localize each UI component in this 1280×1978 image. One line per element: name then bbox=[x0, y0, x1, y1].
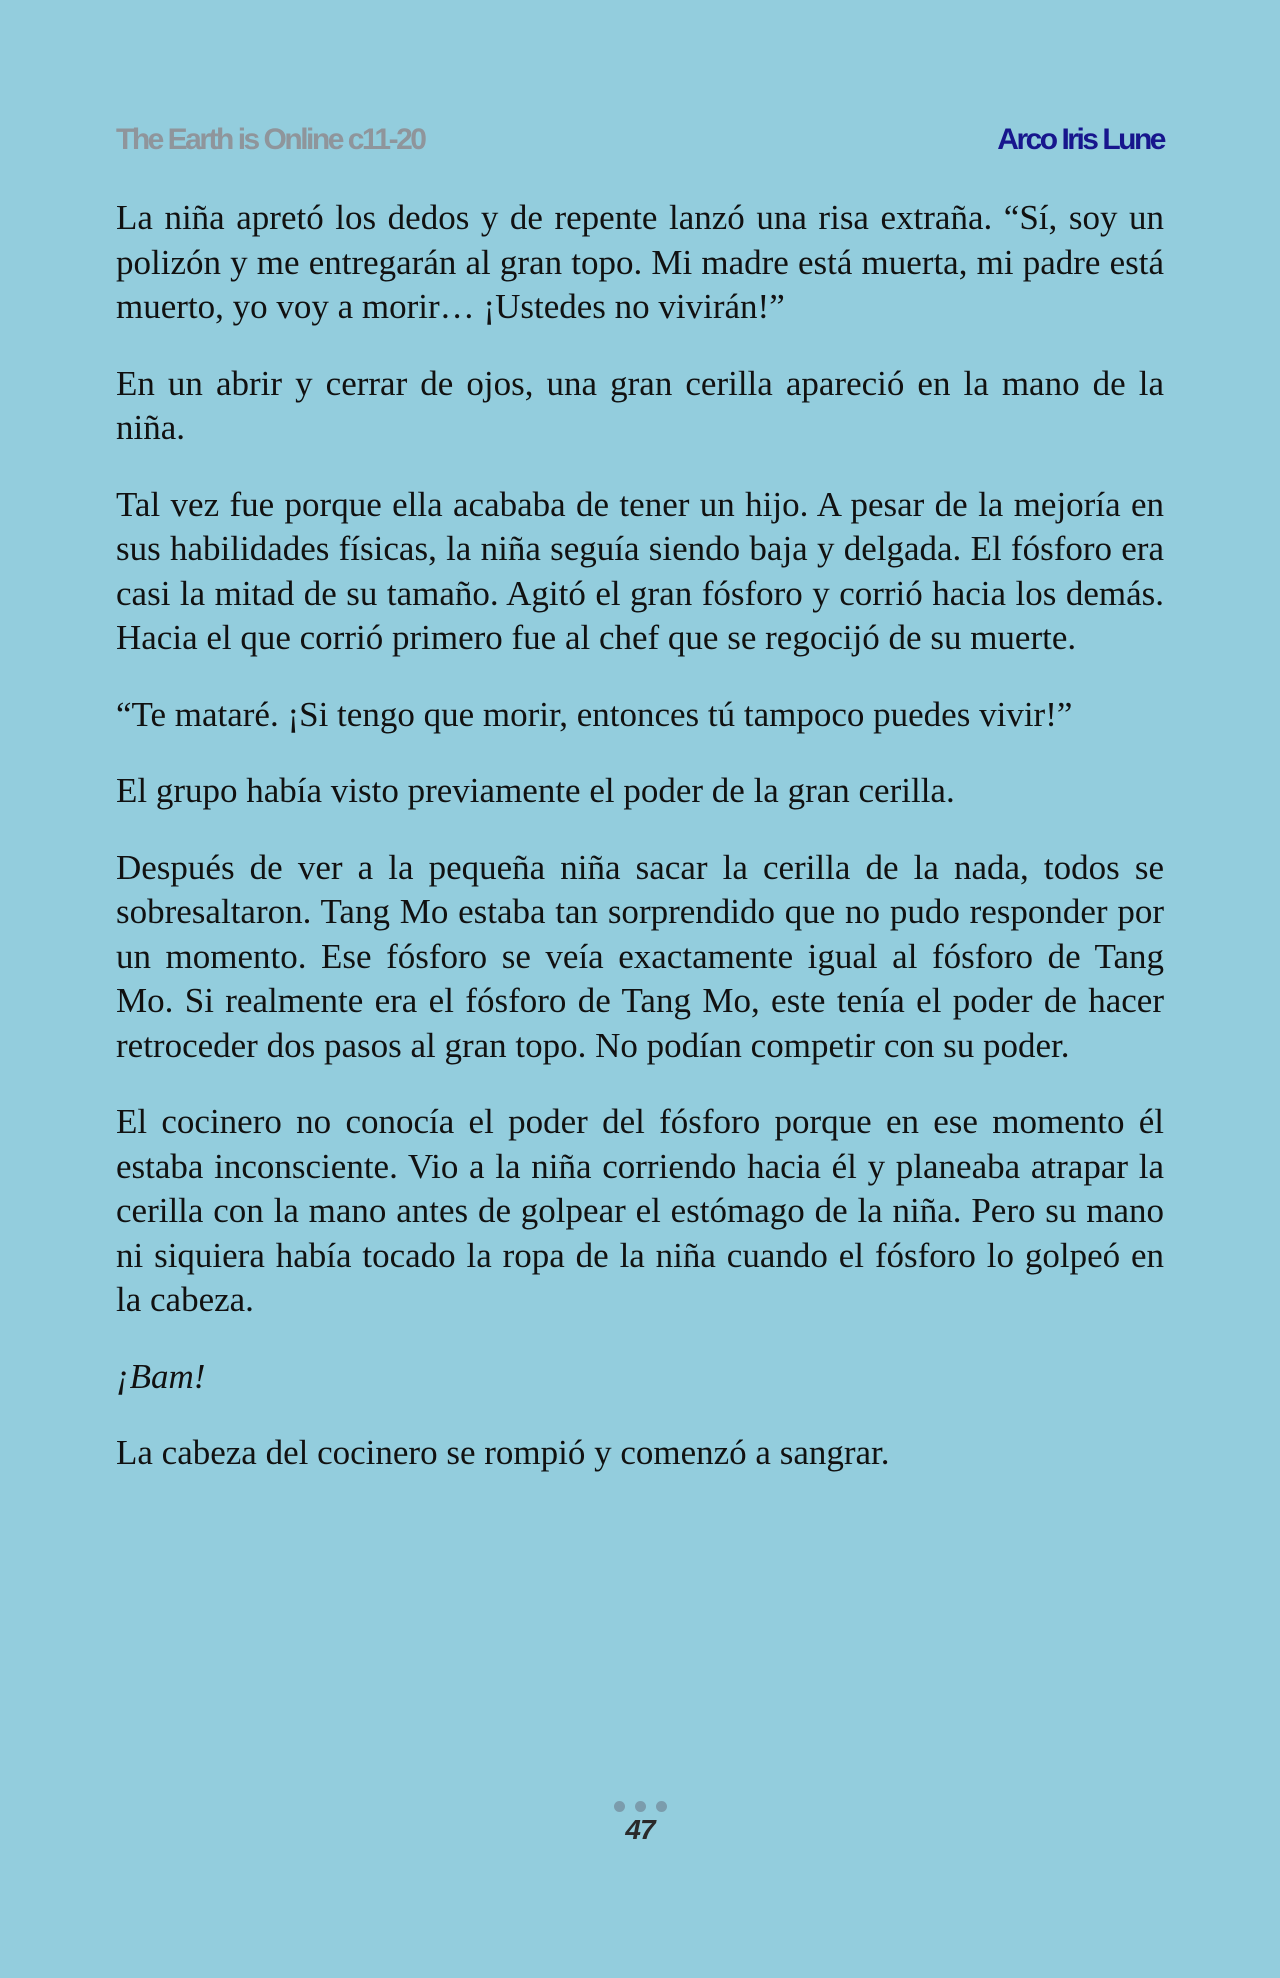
dot-icon bbox=[635, 1801, 646, 1812]
paragraph: El grupo había visto previamente el poder de la gran cerilla. bbox=[116, 771, 955, 810]
paragraph: Después de ver a la pequeña niña sacar la cerilla de la nada, todos se sobresaltaron. Tang Mo estaba tan sorprendido que no pudo responder por un momento. Ese fósforo se veía exactamente igual al fósforo de Tang Mo. Si realmente era el fósforo de Tang Mo, este tenía el poder de hacer retroceder dos pasos al gran topo. No podían competir con su poder. bbox=[116, 847, 1164, 1065]
paragraph: “Te mataré. ¡Si tengo que morir, entonces tú tampoco puedes vivir!” bbox=[116, 694, 1073, 734]
paragraph-italic: ¡Bam! bbox=[116, 1356, 206, 1396]
paragraph: La cabeza del cocinero se rompió y comenzó a sangrar. bbox=[116, 1433, 890, 1472]
page-number: 47 bbox=[625, 1814, 655, 1845]
author-name: Arco Iris Lune bbox=[997, 123, 1164, 156]
ellipsis-dots-icon bbox=[614, 1800, 667, 1812]
paragraph: La niña apretó los dedos y de repente lanzó una risa extraña. “Sí, soy un polizón y me entregarán al gran topo. Mi madre está muerta, mi padre está muerto, yo voy a morir… ¡Ustedes no vivirán!” bbox=[116, 198, 1164, 326]
page-footer bbox=[0, 1800, 1280, 1846]
dot-icon bbox=[614, 1801, 625, 1812]
paragraph: Tal vez fue porque ella acababa de tener un hijo. A pesar de la mejoría en sus habilidades físicas, la niña seguía siendo baja y delgada. El fósforo era casi la mitad de su tamaño. Agitó el gran fósforo y corrió hacia los demás. Hacia el que corrió primero fue al chef que se regocijó de su muerte. bbox=[116, 484, 1164, 657]
page-body bbox=[116, 196, 1164, 1508]
page-header bbox=[116, 118, 1164, 162]
paragraph: En un abrir y cerrar de ojos, una gran cerilla apareció en la mano de la niña. bbox=[116, 363, 1164, 447]
book-title: The Earth is Online c11-20 bbox=[116, 123, 425, 156]
paragraph: El cocinero no conocía el poder del fósforo porque en ese momento él estaba inconsciente. Vio a la niña corriendo hacia él y planeaba atrapar la cerilla con la mano antes de golpear el estómago de la niña. Pero su mano ni siquiera había tocado la ropa de la niña cuando el fósforo lo golpeó en la cabeza. bbox=[116, 1102, 1164, 1319]
dot-icon bbox=[656, 1801, 667, 1812]
